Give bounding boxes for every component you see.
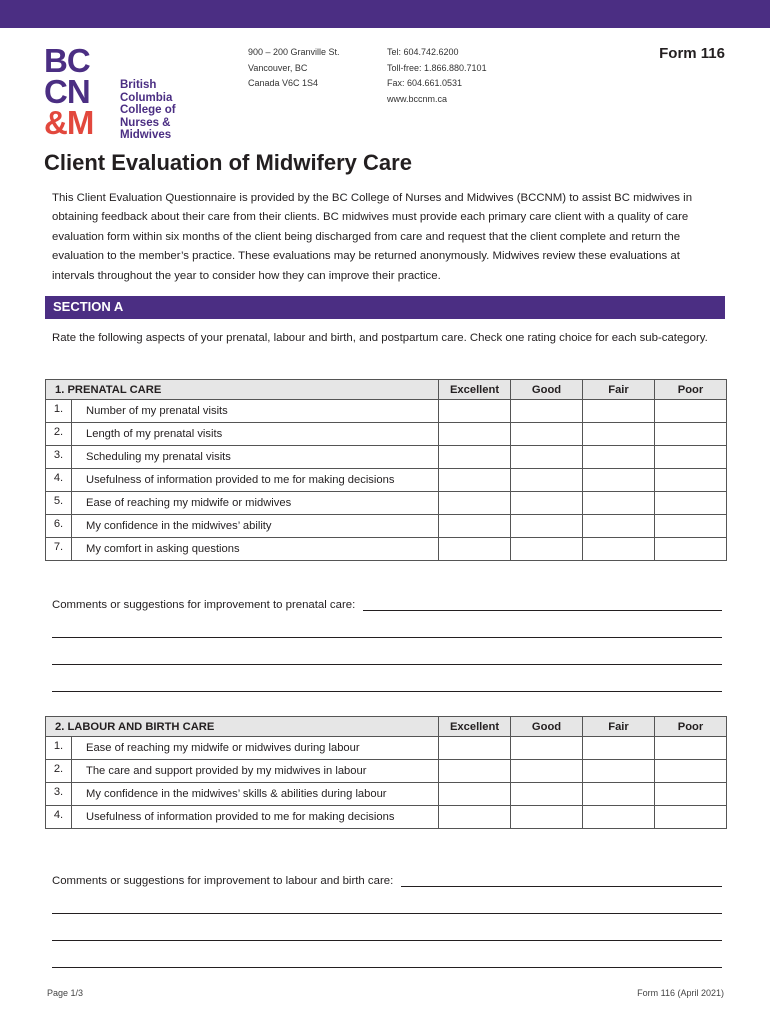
rating-cell-fair[interactable]: [583, 783, 655, 806]
rating-cell-poor[interactable]: [655, 760, 727, 783]
rating-cell-excellent[interactable]: [439, 806, 511, 829]
logo-letters: BC CN &M: [44, 42, 94, 141]
table-row: 1. Ease of reaching my midwife or midwives during labour: [46, 737, 727, 760]
rating-cell-poor[interactable]: [655, 469, 727, 492]
table-row: 2. Length of my prenatal visits: [46, 423, 727, 446]
rating-header-fair: Fair: [583, 380, 655, 400]
labour-birth-care-table: [45, 716, 727, 829]
table-row: 4. Usefulness of information provided to me for making decisions: [46, 469, 727, 492]
rating-cell-excellent[interactable]: [439, 538, 511, 561]
prenatal-comments-field[interactable]: [363, 599, 722, 611]
rating-cell-fair[interactable]: [583, 492, 655, 515]
labour-comments-label: Comments or suggestions for improvement to labour and birth care:: [52, 875, 394, 887]
rating-cell-good[interactable]: [511, 469, 583, 492]
rating-cell-poor[interactable]: [655, 737, 727, 760]
rating-cell-good[interactable]: [511, 538, 583, 561]
table-row: 4. Usefulness of information provided to me for making decisions: [46, 806, 727, 829]
mailing-address: 900 – 200 Granville St. Vancouver, BC Canada V6C 1S4: [248, 47, 340, 88]
rating-cell-poor[interactable]: [655, 492, 727, 515]
form-version: Form 116 (April 2021): [637, 988, 724, 998]
rating-cell-fair[interactable]: [583, 806, 655, 829]
labour-comments-line[interactable]: [52, 887, 722, 914]
rating-cell-poor[interactable]: [655, 446, 727, 469]
rating-cell-excellent[interactable]: [439, 400, 511, 423]
rating-cell-fair[interactable]: [583, 538, 655, 561]
rating-cell-excellent[interactable]: [439, 737, 511, 760]
page-number: Page 1/3: [47, 988, 84, 998]
rating-cell-excellent[interactable]: [439, 760, 511, 783]
rating-cell-poor[interactable]: [655, 423, 727, 446]
prenatal-heading: 1. PRENATAL CARE: [46, 380, 439, 400]
rating-cell-excellent[interactable]: [439, 446, 511, 469]
rating-cell-excellent[interactable]: [439, 515, 511, 538]
rating-cell-excellent[interactable]: [439, 492, 511, 515]
rating-cell-poor[interactable]: [655, 806, 727, 829]
page-title: Client Evaluation of Midwifery Care: [44, 150, 412, 175]
rating-cell-excellent[interactable]: [439, 423, 511, 446]
table-row: 3. Scheduling my prenatal visits: [46, 446, 727, 469]
rating-cell-poor[interactable]: [655, 515, 727, 538]
labour-comments-field[interactable]: [401, 875, 722, 887]
rating-cell-good[interactable]: [511, 492, 583, 515]
rating-cell-good[interactable]: [511, 806, 583, 829]
table-row: 2. The care and support provided by my midwives in labour: [46, 760, 727, 783]
rating-cell-good[interactable]: [511, 515, 583, 538]
rating-header-good: Good: [511, 380, 583, 400]
website-link[interactable]: www.bccnm.ca: [387, 93, 448, 104]
rating-cell-good[interactable]: [511, 760, 583, 783]
rating-header-good: Good: [511, 717, 583, 737]
table-row: 1. Number of my prenatal visits: [46, 400, 727, 423]
top-banner: [0, 0, 770, 28]
rating-cell-fair[interactable]: [583, 760, 655, 783]
labour-comments-line[interactable]: [52, 914, 722, 941]
rating-cell-poor[interactable]: [655, 400, 727, 423]
table-row: 5. Ease of reaching my midwife or midwives: [46, 492, 727, 515]
rating-cell-good[interactable]: [511, 737, 583, 760]
rating-cell-good[interactable]: [511, 400, 583, 423]
labour-comments: [52, 871, 722, 968]
rating-cell-good[interactable]: [511, 446, 583, 469]
rating-cell-excellent[interactable]: [439, 469, 511, 492]
table-row: 6. My confidence in the midwives’ ability: [46, 515, 727, 538]
logo-org-name: British Columbia College of Nurses & Midwives: [120, 79, 176, 142]
rating-header-fair: Fair: [583, 717, 655, 737]
prenatal-care-table: [45, 379, 727, 561]
rating-header-poor: Poor: [655, 380, 727, 400]
rating-cell-good[interactable]: [511, 423, 583, 446]
rating-cell-fair[interactable]: [583, 737, 655, 760]
rating-cell-fair[interactable]: [583, 515, 655, 538]
rating-header-excellent: Excellent: [439, 380, 511, 400]
prenatal-comments-label: Comments or suggestions for improvement to prenatal care:: [52, 599, 356, 611]
prenatal-comments-line[interactable]: [52, 665, 722, 692]
rating-cell-fair[interactable]: [583, 423, 655, 446]
section-a-instructions: Rate the following aspects of your prenatal, labour and birth, and postpartum care. Check one rating choice for each sub-category.: [52, 332, 708, 344]
rating-header-poor: Poor: [655, 717, 727, 737]
rating-cell-poor[interactable]: [655, 538, 727, 561]
rating-cell-excellent[interactable]: [439, 783, 511, 806]
intro-paragraph: This Client Evaluation Questionnaire is provided by the BC College of Nurses and Midwives (BCCNM) to assist BC midwives in obtaining feedback about their care from their clients. BC midwives must provide each primary care client with a quality of care evaluation form within six months of the client being discharged from care and request that the client complete and return the evaluation to the member’s practice. These evaluations may be returned anonymously. Midwives review these evaluations at intervals throughout the year to consider how they can improve their practice.: [52, 192, 693, 282]
bccnm-logo: [44, 42, 184, 146]
rating-cell-fair[interactable]: [583, 469, 655, 492]
prenatal-comments-line[interactable]: [52, 638, 722, 665]
rating-cell-poor[interactable]: [655, 783, 727, 806]
table-row: 7. My comfort in asking questions: [46, 538, 727, 561]
rating-cell-good[interactable]: [511, 783, 583, 806]
labour-comments-line[interactable]: [52, 941, 722, 968]
prenatal-comments-line[interactable]: [52, 611, 722, 638]
rating-cell-fair[interactable]: [583, 446, 655, 469]
contact-info: Tel: 604.742.6200 Toll-free: 1.866.880.7101 Fax: 604.661.0531 www.bccnm.ca: [387, 45, 487, 107]
section-a-header: SECTION A: [45, 296, 725, 319]
table-row: 3. My confidence in the midwives’ skills & abilities during labour: [46, 783, 727, 806]
rating-header-excellent: Excellent: [439, 717, 511, 737]
labour-heading: 2. LABOUR AND BIRTH CARE: [46, 717, 439, 737]
rating-cell-fair[interactable]: [583, 400, 655, 423]
form-number: Form 116: [659, 45, 725, 62]
prenatal-comments: [52, 595, 722, 692]
